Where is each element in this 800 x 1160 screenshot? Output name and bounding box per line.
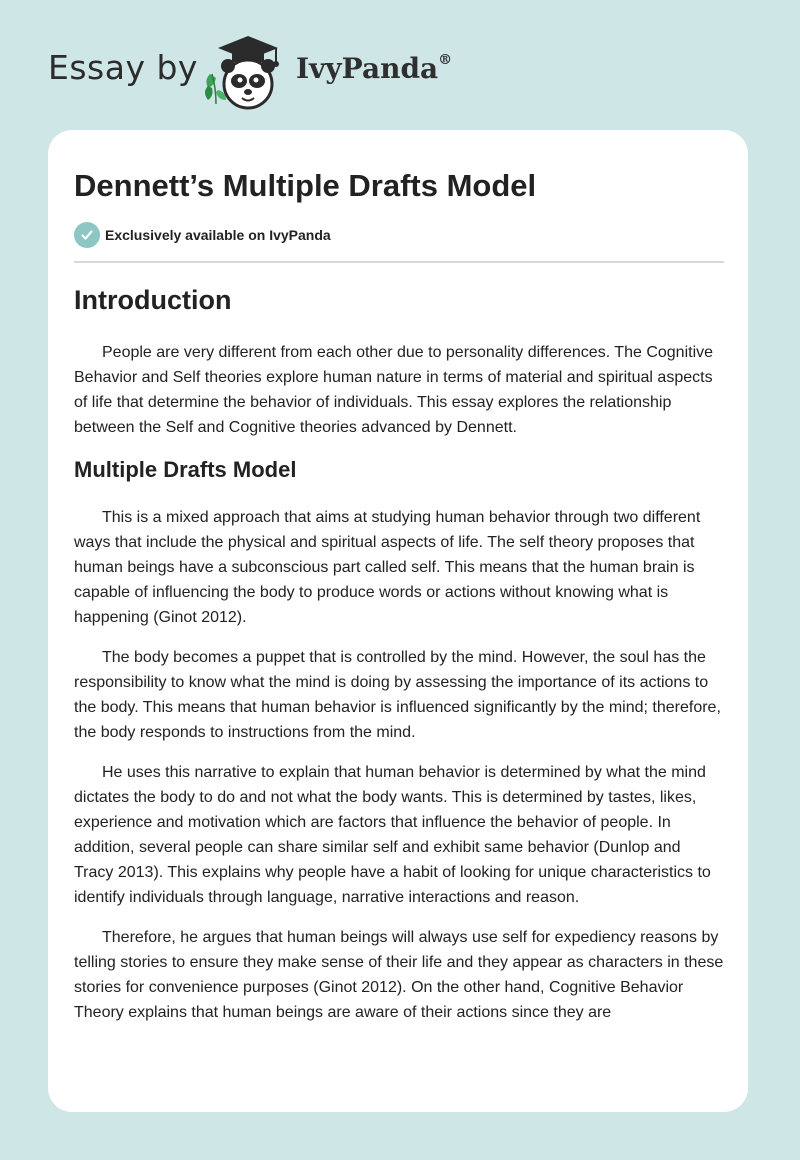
section-heading: Multiple Drafts Model xyxy=(74,457,297,482)
section-multiple-drafts-model xyxy=(74,455,724,1025)
paragraph: People are very different from each other due to personality differences. The Cognitive Behavior and Self theories explore human nature in terms of material and spiritual aspects of life that determine the behavior of individuals. This essay explores the relationship between the Self and Cognitive theories advanced by Dennett. xyxy=(74,344,714,436)
essay-by-label: Essay by xyxy=(48,48,198,87)
brand-name[interactable] xyxy=(296,52,452,85)
paragraph: Therefore, he argues that human beings will always use self for expediency reasons by telling stories to ensure they make sense of their life and they appear as characters in these stories for convenience purposes (Ginot 2012). On the other hand, Cognitive Behavior Theory explains that human beings are aware of their actions since they are xyxy=(74,929,724,1021)
brand-name-text: IvyPanda xyxy=(296,52,439,85)
section-introduction xyxy=(74,282,724,440)
essay-title: Dennett’s Multiple Drafts Model xyxy=(74,168,537,203)
essay-card xyxy=(48,130,748,1112)
paragraph: The body becomes a puppet that is controlled by the mind. However, the soul has the responsibility to know what the mind is doing by assessing the importance of its actions to the body. This means that human behavior is influenced significantly by the mind; therefore, the body responds to instructions from the mind. xyxy=(74,649,721,741)
exclusive-badge xyxy=(74,222,331,248)
paragraph: He uses this narrative to explain that human behavior is determined by what the mind dictates the body to do and not what the body wants. This is determined by tastes, likes, experience and motivation which are factors that influence the behavior of people. In addition, several people can share similar self and exhibit same behavior (Dunlop and Tracy 2013). This explains why people have a habit of looking for unique characteristics to identify individuals through language, narrative interactions and reason. xyxy=(74,764,711,906)
panda-graduate-icon xyxy=(198,34,294,110)
exclusive-badge-label: Exclusively available on IvyPanda xyxy=(105,227,331,243)
ivypanda-logo[interactable] xyxy=(198,34,294,110)
essay-body xyxy=(74,282,724,1040)
registered-mark: ® xyxy=(438,51,453,68)
check-icon xyxy=(74,222,100,248)
divider xyxy=(74,261,724,263)
paragraph: This is a mixed approach that aims at studying human behavior through two different ways that include the physical and spiritual aspects of life. The self theory proposes that human beings have a subconscious part called self. This means that the human brain is capable of influencing the body to produce words or actions without knowing what is happening (Ginot 2012). xyxy=(74,509,701,626)
section-heading: Introduction xyxy=(74,285,232,315)
site-header xyxy=(0,0,800,130)
